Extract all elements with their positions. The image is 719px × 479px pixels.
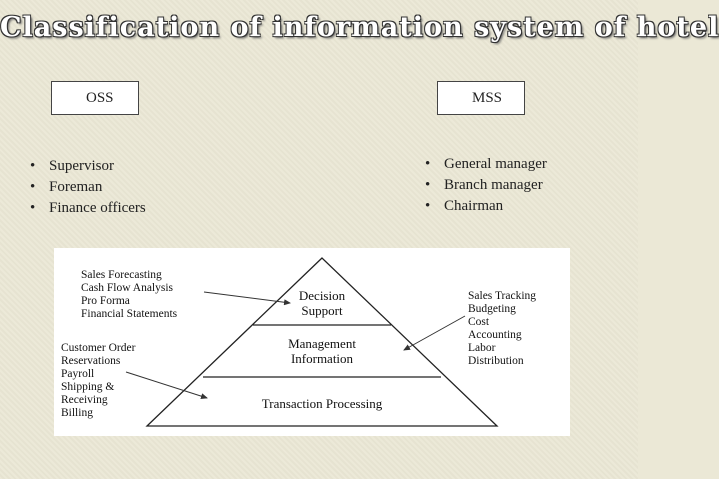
- note-line: Cost: [468, 316, 490, 328]
- note-line: Billing: [61, 407, 93, 419]
- transaction-processing-notes: [61, 342, 136, 419]
- decision-support-notes: [81, 269, 178, 320]
- mss-role-list: [423, 154, 547, 217]
- note-line: Shipping &: [61, 381, 115, 393]
- note-line: Pro Forma: [81, 295, 130, 307]
- arrow-decision-support: [204, 292, 290, 303]
- list-item: • Foreman: [28, 177, 146, 198]
- note-line: Receiving: [61, 394, 108, 406]
- management-information-label-line2: Information: [290, 351, 354, 366]
- oss-label-box: [51, 81, 139, 115]
- slide-title: Classification of information system of hotel: [0, 12, 719, 43]
- decision-support-label-line1: Decision: [298, 288, 346, 303]
- list-item: • Branch manager: [423, 175, 547, 196]
- list-item: • Chairman: [423, 196, 547, 217]
- note-line: Customer Order: [61, 342, 136, 354]
- note-line: Sales Forecasting: [81, 269, 162, 281]
- note-line: Distribution: [468, 355, 524, 367]
- management-information-notes: [468, 290, 536, 367]
- note-line: Labor: [468, 342, 496, 354]
- list-item: • General manager: [423, 154, 547, 175]
- oss-label: OSS: [86, 90, 114, 106]
- mss-label: MSS: [472, 90, 503, 106]
- note-line: Cash Flow Analysis: [81, 282, 174, 294]
- list-item: • Supervisor: [28, 156, 146, 177]
- mss-label-box: [437, 81, 525, 115]
- management-information-label-line1: Management: [288, 336, 356, 351]
- note-line: Sales Tracking: [468, 290, 537, 302]
- note-line: Accounting: [468, 329, 522, 341]
- note-line: Financial Statements: [81, 308, 178, 320]
- arrow-management-information: [404, 316, 465, 350]
- note-line: Reservations: [61, 355, 121, 367]
- note-line: Payroll: [61, 368, 95, 380]
- decision-support-label-line2: Support: [301, 303, 343, 318]
- pyramid-svg: [54, 248, 570, 436]
- transaction-processing-label: Transaction Processing: [261, 396, 383, 411]
- list-item: • Finance officers: [28, 198, 146, 219]
- information-system-pyramid-diagram: [54, 248, 570, 436]
- arrow-transaction-processing: [126, 372, 207, 398]
- oss-role-list: [28, 156, 146, 219]
- note-line: Budgeting: [468, 303, 516, 315]
